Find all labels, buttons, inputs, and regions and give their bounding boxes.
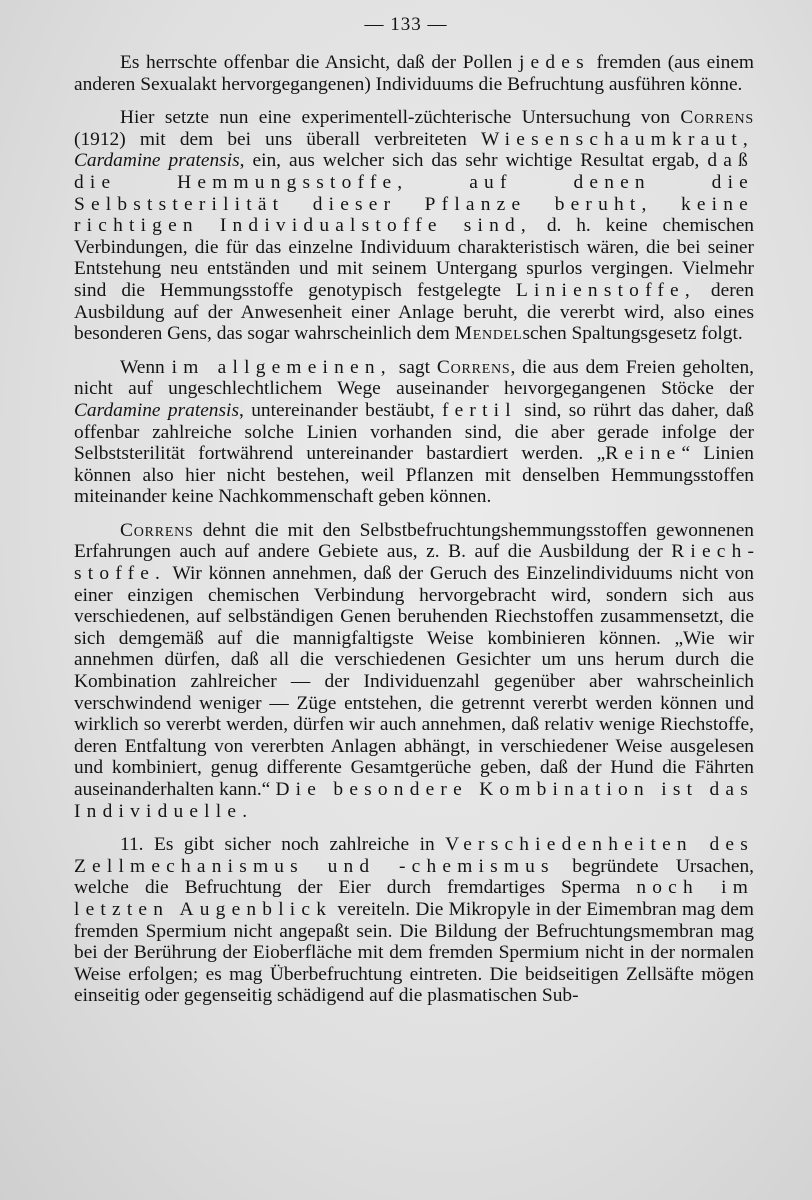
spaced-emphasis: Die besondere Kombination ist das Individuelle. bbox=[74, 779, 755, 822]
text-run: Es herrschte offenbar die Ansicht, daß der Pollen bbox=[120, 52, 519, 73]
spaced-emphasis: fertil bbox=[441, 399, 517, 421]
spaced-emphasis: Wiesenschaumkraut, bbox=[480, 128, 754, 150]
text-run: “ Linien können also hier nicht bestehen, weil Pflanzen mit denselben Hemmungsstoffen miteinander keine Nachkommenschaft geben können. bbox=[74, 443, 754, 508]
small-caps-name: Correns bbox=[120, 519, 194, 541]
spaced-emphasis: Riechstoffe. bbox=[74, 541, 754, 585]
small-caps-name: Correns bbox=[680, 107, 754, 129]
paragraph bbox=[74, 357, 754, 508]
spaced-emphasis: jedes bbox=[518, 52, 590, 73]
text-run: Wir können annehmen, daß der Geruch des Einzelindividuums nicht von einer einzigen chemischen Verbindung hervorgebracht wird, sondern sich aus verschiedenen, auf selbständigen Genen beruhenden Riechstoffen zusammensetzt, die sich demgemäß auf die mannigfaltigste Weise kombinieren können. „Wie wir annehmen dürfen, daß all die verschiedenen Gesichter um uns herum durch die Kombination zahlreicher — der Individuenzahl gegenüber aber wahrscheinlich verschwindend weniger — Züge entstehen, die getrennt vererbt werden können und wirklich so vererbt werden, dürfen wir auch annehmen, daß relativ wenige Riechstoffe, deren Entfaltung von vererbten Anlagen abhängt, in verschiedener Weise ausgelesen und kombiniert, genug differente Gesamtgerüche geben, daß der Hund die Fährten auseinanderhalten kann.“ bbox=[74, 563, 754, 800]
spaced-emphasis: Verschiedenheiten des Zellmechanismus und -chemismus bbox=[74, 834, 754, 877]
text-run: Hier setzte nun eine experimentell-züchterische Untersuchung von bbox=[120, 107, 681, 129]
text-run: sind, so rührt das daher, daß offenbar zahlreiche solche Linien vorhanden sind, die aber gerade infolge der Selbststerilität fortwährend untereinander bastardiert werden. „ bbox=[74, 399, 755, 465]
text-run: dehnt die mit den Selbstbefruchtungshemmungsstoffen gewonnenen Erfahrungen auch auf andere Gebiete aus, z. B. auf die Ausbildung der bbox=[74, 519, 754, 563]
text-run: , untereinander bestäubt, bbox=[239, 399, 442, 421]
text-run: , ein, aus welcher sich das sehr wichtige Resultat ergab, bbox=[239, 150, 708, 172]
spaced-emphasis: Reine bbox=[605, 443, 682, 465]
text-run: d. h. keine chemischen Verbindungen, die für das einzelne Individuum charakteristisch wären, die bei seiner Entstehung neu entständen und mit seinem Untergang spurlos vergingen. Vielmehr sind die Hemmungsstoffe genotypisch festgelegte bbox=[74, 215, 754, 301]
spaced-emphasis: noch im letzten Augenblick bbox=[74, 877, 754, 920]
text-run: 11. Es gibt sicher noch zahlreiche in bbox=[120, 834, 446, 856]
paragraph bbox=[74, 107, 754, 345]
text-run: begründete Ursachen, welche die Befruchtung der Eier durch fremdartiges Sperma bbox=[74, 855, 754, 899]
italic-species-name: Cardamine pratensis bbox=[74, 150, 240, 172]
italic-species-name: Cardamine pratensis bbox=[74, 399, 239, 421]
text-run: , die aus dem Freien geholten, nicht auf ungeschlechtlichem Wege auseinander heıvorgegangenen Stöcke der bbox=[74, 356, 755, 400]
body-text bbox=[74, 52, 754, 1019]
text-run: deren Ausbildung auf der Anwesenheit einer Anlage beruht, die vererbt wird, also eines besonderen Gens, das sogar wahrscheinlich dem bbox=[74, 279, 754, 345]
spaced-emphasis: daß die Hemmungsstoffe, auf denen die Selbststerilität dieser Pflanze beruht, keine richtigen Individualstoffe sind, bbox=[74, 150, 754, 237]
spaced-emphasis: im allgemeinen, bbox=[171, 356, 392, 378]
paragraph bbox=[74, 520, 754, 822]
text-run: schen Spaltungsgesetz folgt. bbox=[522, 323, 743, 345]
text-run: fremden (aus einem anderen Sexualakt hervorgegangenen) Individuums die Befruchtung ausführen könne. bbox=[74, 52, 755, 95]
text-run: Wenn bbox=[120, 356, 172, 378]
small-caps-name: Correns bbox=[436, 356, 511, 378]
text-run: sagt bbox=[391, 356, 437, 378]
text-run: vereiteln. Die Mikropyle in der Eimembran mag dem fremden Spermium nicht angepaßt sein. Die Bildung der Befruchtungsmembran mag bei der Berührung der Eioberfläche mit dem fremden Spermium nicht in der normalen Weise erfolgen; es mag Überbefruchtung eintreten. Die beidseitigen Zellsäfte mögen einseitig oder gegenseitig schädigend auf die plasmatischen Sub- bbox=[74, 898, 754, 1007]
paragraph bbox=[74, 834, 754, 1007]
page-number: — 133 — bbox=[364, 14, 448, 35]
spaced-emphasis: Linienstoffe, bbox=[515, 279, 696, 301]
text-run: (1912) mit dem bei uns überall verbreiteten bbox=[74, 128, 481, 150]
paragraph bbox=[74, 52, 754, 95]
small-caps-name: Mendel bbox=[454, 323, 523, 345]
